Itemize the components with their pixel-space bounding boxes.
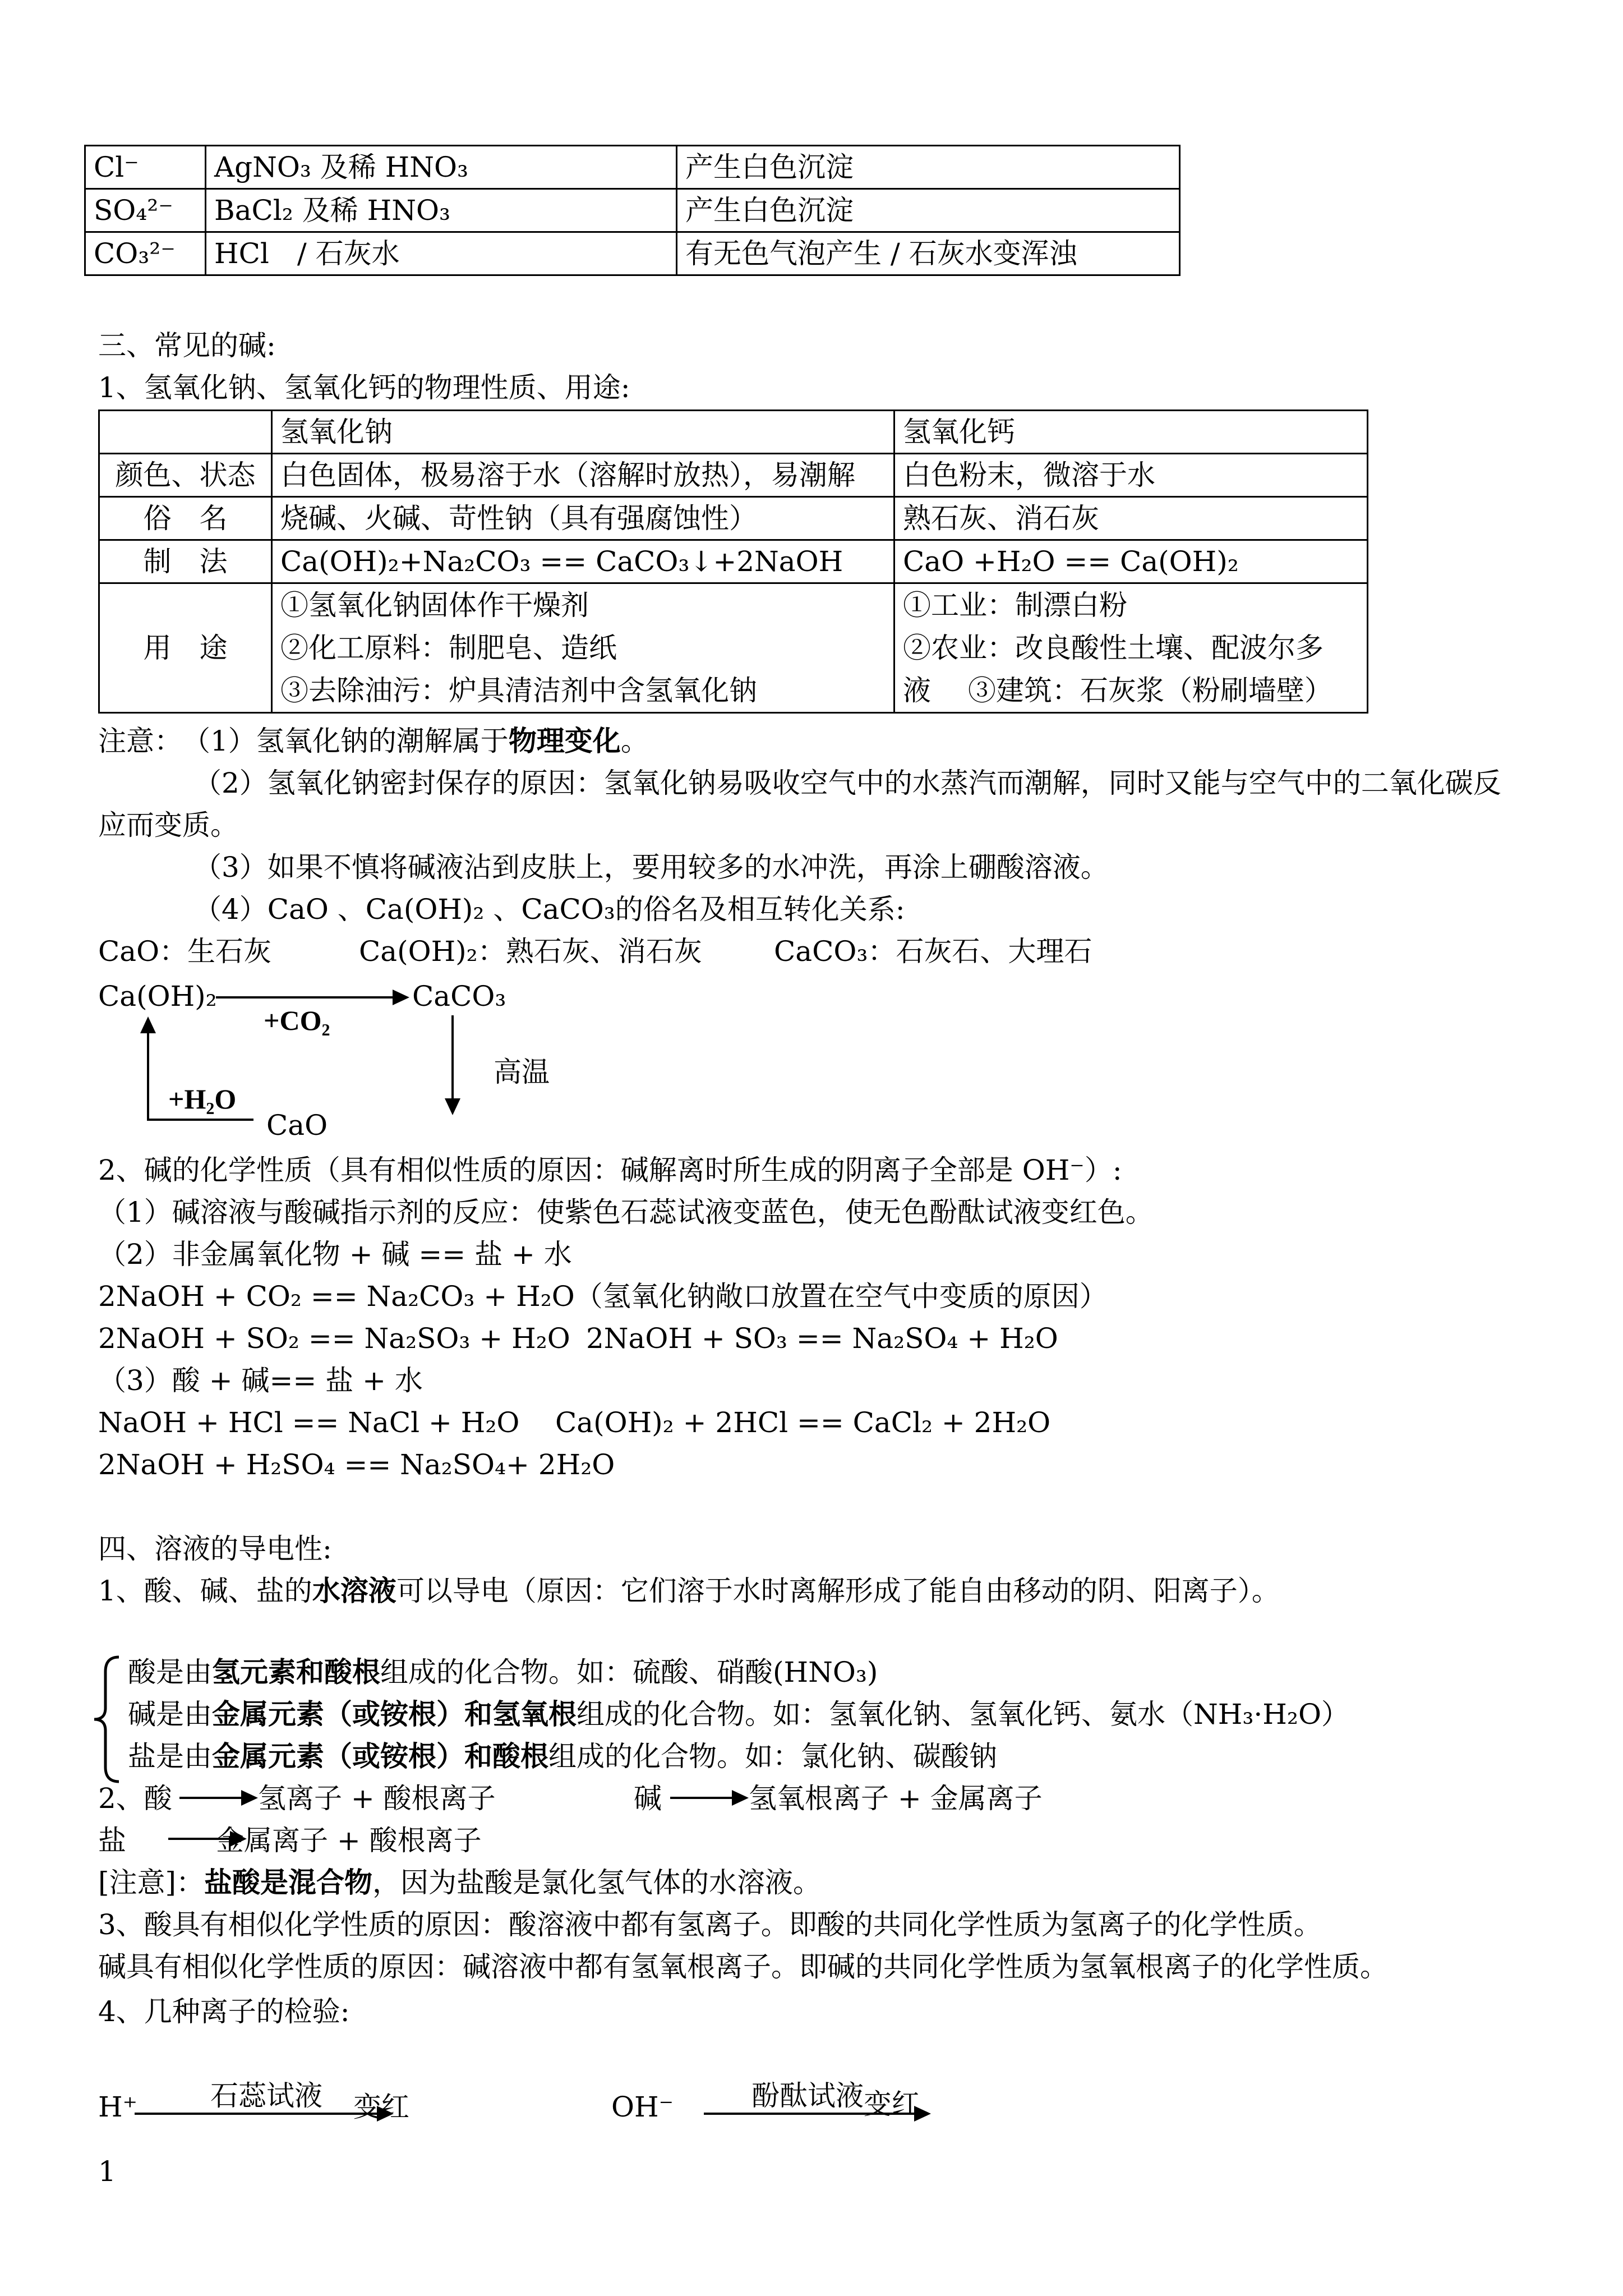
reagent-cell: HCl / 石灰水 bbox=[206, 232, 677, 275]
caoh-cell: CaO +H₂O == Ca(OH)₂ bbox=[895, 540, 1368, 583]
chem-heading: 2、碱的化学性质（具有相似性质的原因：碱解离时所生成的阴离子全部是 OH⁻）: bbox=[98, 1154, 1122, 1186]
ion-base-result: 氢氧根离子 + 金属离子 bbox=[749, 1782, 1043, 1815]
note-1 bbox=[98, 724, 649, 759]
chem-eq2a: 2NaOH + SO₂ == Na₂SO₃ + H₂O bbox=[98, 1322, 570, 1355]
chem-eq1: 2NaOH + CO₂ == Na₂CO₃ + H₂O（氢氧化钠敞口放置在空气中变质的原因） bbox=[98, 1280, 1108, 1313]
p1-prefix: 1、酸、碱、盐的 bbox=[98, 1575, 312, 1607]
arrow-caoh-to-caco3 bbox=[216, 996, 395, 999]
header-naoh: 氢氧化钠 bbox=[272, 411, 895, 454]
base-properties-table bbox=[98, 409, 1368, 714]
arrow-head-down-icon bbox=[445, 1098, 460, 1115]
row-label: 制 法 bbox=[99, 540, 272, 583]
cycle-cao: CaO bbox=[266, 1109, 328, 1142]
ion-test-table bbox=[84, 145, 1181, 276]
ion-cell: CO₃²⁻ bbox=[85, 232, 206, 275]
section4-p4: 4、几种离子的检验: bbox=[98, 1995, 350, 2028]
reagent-cell: BaCl₂ 及稀 HNO₃ bbox=[206, 189, 677, 232]
table-row bbox=[85, 146, 1180, 189]
def-text: 盐是由 bbox=[128, 1740, 212, 1773]
curly-brace-icon bbox=[90, 1655, 123, 1784]
table-row bbox=[85, 232, 1180, 275]
note-prefix: [注意]： bbox=[98, 1866, 205, 1899]
chem-eq4: 2NaOH + H₂SO₄ == Na₂SO₄+ 2H₂O bbox=[98, 1448, 615, 1481]
name-caoh: Ca(OH)₂：熟石灰、消石灰 bbox=[359, 935, 702, 968]
def-bold: 金属元素（或铵根）和氢氧根 bbox=[212, 1697, 577, 1731]
note-2-line1: （2）氢氧化钠密封保存的原因：氢氧化钠易吸收空气中的水蒸汽而潮解，同时又能与空气中的二氧化碳反 bbox=[193, 767, 1501, 799]
caoh-cell: 白色粉末，微溶于水 bbox=[895, 454, 1368, 497]
def-bold: 金属元素（或铵根）和酸根 bbox=[212, 1740, 548, 1773]
test-oh-reagent: 酚酞试液 bbox=[751, 2079, 864, 2112]
use-line: 液 ③建筑：石灰浆（粉刷墙壁） bbox=[903, 674, 1332, 707]
ion-acid-result: 氢离子 + 酸根离子 bbox=[258, 1782, 496, 1815]
cycle-co2-label: +CO₂ bbox=[264, 1005, 330, 1036]
table-row bbox=[99, 497, 1368, 540]
line-up-left bbox=[147, 1032, 149, 1120]
use-line: ①工业：制漂白粉 bbox=[903, 589, 1127, 622]
hcl-note bbox=[98, 1865, 821, 1901]
chem-eq3a: NaOH + HCl == NaCl + H₂O bbox=[98, 1406, 520, 1439]
chem-eq2b: 2NaOH + SO₃ == Na₂SO₄ + H₂O bbox=[586, 1322, 1058, 1355]
chem-p1: （1）碱溶液与酸碱指示剂的反应：使紫色石蕊试液变蓝色，使无色酚酞试液变红色。 bbox=[98, 1196, 1154, 1228]
arrow-head-icon bbox=[732, 1790, 749, 1806]
arrow-head-icon bbox=[241, 1790, 258, 1806]
page-number: 1 bbox=[98, 2155, 116, 2188]
row-label: 颜色、状态 bbox=[99, 454, 272, 497]
def-salt bbox=[128, 1739, 997, 1774]
use-line: ②化工原料：制肥皂、造纸 bbox=[280, 632, 617, 664]
def-acid bbox=[128, 1655, 878, 1690]
line-cao-left bbox=[147, 1119, 253, 1121]
result-cell: 产生白色沉淀 bbox=[677, 189, 1180, 232]
chem-eq3b: Ca(OH)₂ + 2HCl == CaCl₂ + 2H₂O bbox=[555, 1406, 1051, 1439]
name-cao: CaO：生石灰 bbox=[98, 935, 272, 968]
section4-p3a: 3、酸具有相似化学性质的原因：酸溶液中都有氢离子。即酸的共同化学性质为氢离子的化学性质。 bbox=[98, 1908, 1322, 1941]
naoh-cell: Ca(OH)₂+Na₂CO₃ == CaCO₃↓+2NaOH bbox=[272, 540, 895, 583]
section3-heading: 三、常见的碱: bbox=[98, 329, 276, 362]
def-text: 碱是由 bbox=[128, 1698, 212, 1731]
header-caoh: 氢氧化钙 bbox=[895, 411, 1368, 454]
line-down-right bbox=[451, 1015, 454, 1099]
table-row bbox=[99, 583, 1368, 713]
def-bold: 氢元素和酸根 bbox=[212, 1655, 380, 1688]
table-row bbox=[85, 189, 1180, 232]
arrow-acid bbox=[179, 1797, 244, 1799]
arrow-test-h bbox=[135, 2113, 381, 2115]
row-label: 俗 名 bbox=[99, 497, 272, 540]
use-line: ③去除油污：炉具清洁剂中含氢氧化钠 bbox=[280, 674, 757, 707]
test-h-reagent: 石蕊试液 bbox=[210, 2079, 322, 2112]
header-blank bbox=[99, 411, 272, 454]
def-text: 酸是由 bbox=[128, 1656, 212, 1688]
chem-p3: （3）酸 + 碱== 盐 + 水 bbox=[98, 1364, 423, 1397]
note-suffix: ，因为盐酸是氯化氢气体的水溶液。 bbox=[372, 1866, 822, 1899]
section4-p1 bbox=[98, 1573, 1280, 1609]
arrow-head-up-icon bbox=[140, 1016, 156, 1033]
ion-salt-label: 盐 bbox=[98, 1824, 126, 1857]
result-cell: 产生白色沉淀 bbox=[677, 146, 1180, 189]
chem-p2: （2）非金属氧化物 + 碱 == 盐 + 水 bbox=[98, 1238, 572, 1271]
naoh-cell: 烧碱、火碱、苛性钠（具有强腐蚀性） bbox=[272, 497, 895, 540]
test-h-ion: H⁺ bbox=[98, 2091, 137, 2123]
table-row bbox=[99, 540, 1368, 583]
test-oh-ion: OH⁻ bbox=[611, 2091, 674, 2123]
cycle-h2o-label: +H₂O bbox=[168, 1083, 237, 1115]
row-label: 用 途 bbox=[99, 583, 272, 713]
cycle-caco3: CaCO₃ bbox=[412, 980, 506, 1013]
note-1-text: 注意： （1）氢氧化钠的潮解属于 bbox=[98, 725, 509, 757]
naoh-uses-cell bbox=[272, 583, 895, 713]
ion-base-label: 碱 bbox=[634, 1782, 662, 1815]
def-text: 组成的化合物。如：硫酸、硝酸(HNO₃) bbox=[380, 1656, 878, 1688]
test-oh-result: 变红 bbox=[864, 2088, 920, 2120]
caoh-cell: 熟石灰、消石灰 bbox=[895, 497, 1368, 540]
table-row bbox=[99, 454, 1368, 497]
note-3: （3）如果不慎将碱液沾到皮肤上，要用较多的水冲洗，再涂上硼酸溶液。 bbox=[193, 851, 1109, 884]
caoh-uses-cell bbox=[895, 583, 1368, 713]
def-base bbox=[128, 1697, 1349, 1732]
ion-cell: Cl⁻ bbox=[85, 146, 206, 189]
use-line: ②农业：改良酸性土壤、配波尔多 bbox=[903, 632, 1324, 664]
test-h-result: 变红 bbox=[353, 2091, 409, 2123]
table-row bbox=[99, 411, 1368, 454]
note-1-bold: 物理变化 bbox=[508, 724, 621, 757]
naoh-cell: 白色固体，极易溶于水（溶解时放热），易潮解 bbox=[272, 454, 895, 497]
cycle-caoh: Ca(OH)₂ bbox=[98, 980, 217, 1013]
note-2-line2: 应而变质。 bbox=[98, 809, 238, 841]
note-4: （4）CaO 、Ca(OH)₂ 、CaCO₃的俗名及相互转化关系: bbox=[193, 893, 905, 926]
note-1-suffix: 。 bbox=[620, 725, 649, 757]
arrow-head-icon bbox=[393, 990, 409, 1005]
p1-suffix: 可以导电（原因：它们溶于水时离解形成了能自由移动的阴、阳离子）。 bbox=[396, 1575, 1280, 1607]
section4-p3b: 碱具有相似化学性质的原因：碱溶液中都有氢氧根离子。即碱的共同化学性质为氢氧根离子的化学性质。 bbox=[98, 1950, 1388, 1983]
p1-bold: 水溶液 bbox=[312, 1574, 396, 1607]
def-text: 组成的化合物。如：氢氧化钠、氢氧化钙、氨水（NH₃·H₂O） bbox=[577, 1698, 1349, 1731]
ion-cell: SO₄²⁻ bbox=[85, 189, 206, 232]
def-text: 组成的化合物。如：氯化钠、碳酸钠 bbox=[548, 1740, 997, 1773]
result-cell: 有无色气泡产生 / 石灰水变浑浊 bbox=[677, 232, 1180, 275]
ion-acid-label: 2、酸 bbox=[98, 1782, 172, 1815]
cycle-high-temp: 高温 bbox=[494, 1056, 550, 1088]
use-line: ①氢氧化钠固体作干燥剂 bbox=[280, 589, 589, 622]
section4-heading: 四、溶液的导电性: bbox=[98, 1533, 332, 1565]
reagent-cell: AgNO₃ 及稀 HNO₃ bbox=[206, 146, 677, 189]
arrow-base bbox=[670, 1797, 735, 1799]
section3-sub1: 1、氢氧化钠、氢氧化钙的物理性质、用途: bbox=[98, 371, 630, 404]
ion-salt-result: 金属离子 + 酸根离子 bbox=[216, 1824, 482, 1857]
note-bold: 盐酸是混合物 bbox=[204, 1866, 373, 1899]
name-caco3: CaCO₃：石灰石、大理石 bbox=[774, 935, 1092, 968]
